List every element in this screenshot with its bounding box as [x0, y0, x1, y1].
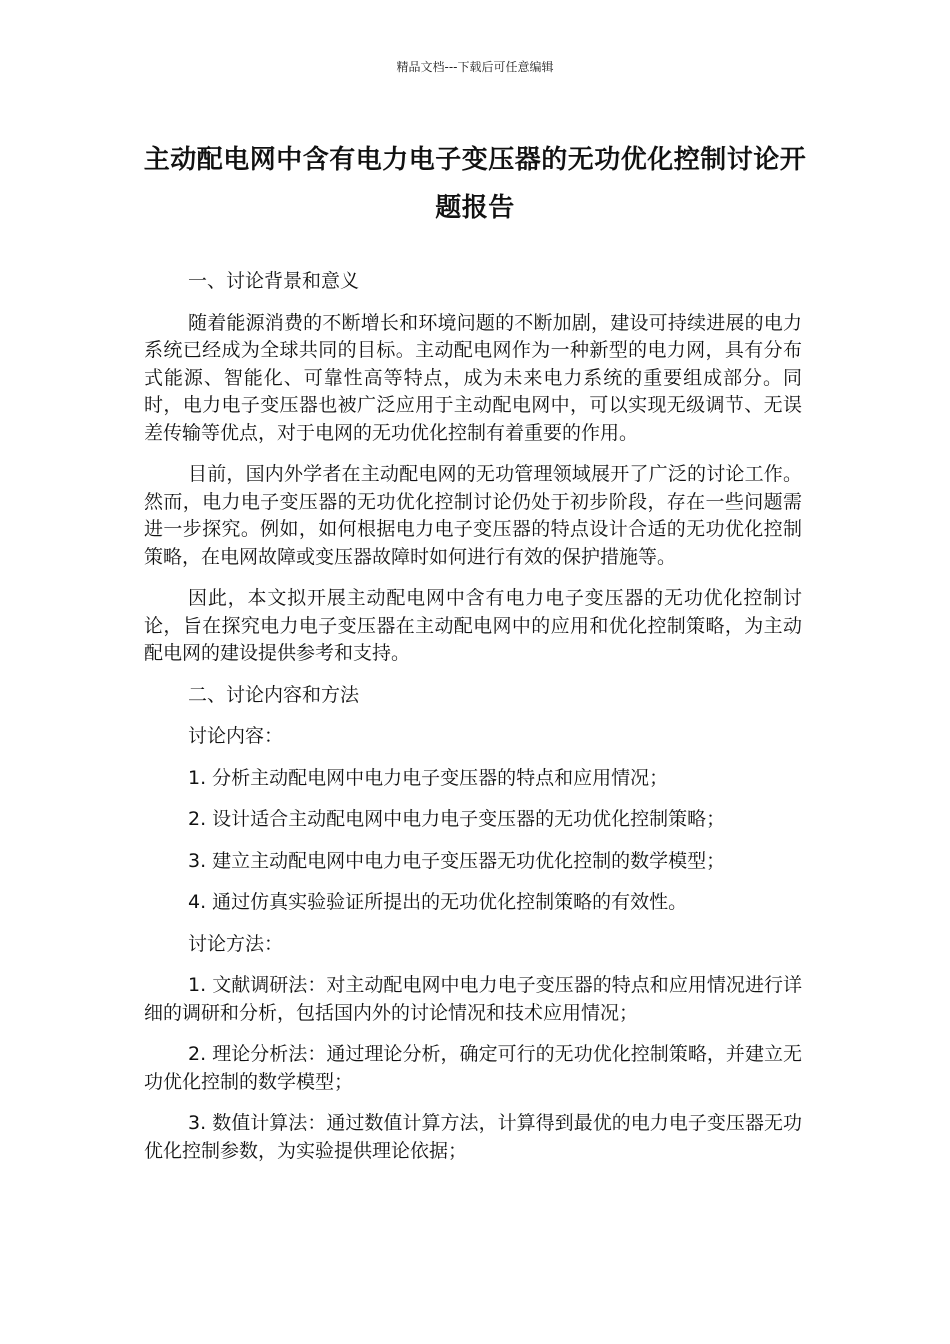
- method-label: 讨论方法：: [188, 932, 284, 955]
- paragraph-background-2: 目前，国内外学者在主动配电网的无功管理领域展开了广泛的讨论工作。然而，电力电子变压器的无功优化控制讨论仍处于初步阶段，存在一些问题需进一步探究。例如，如何根据电力电子变压器的特点设计合适的无功优化控制策略，在电网故障或变压器故障时如何进行有效的保护措施等。: [144, 463, 802, 568]
- paragraph-background-3: 因此，本文拟开展主动配电网中含有电力电子变压器的无功优化控制讨论，旨在探究电力电子变压器在主动配电网中的应用和优化控制策略，为主动配电网的建设提供参考和支持。: [144, 587, 802, 664]
- method-item-3: 3. 数值计算法：通过数值计算方法，计算得到最优的电力电子变压器无功优化控制参数，为实验提供理论依据；: [144, 1112, 802, 1162]
- paragraph-background-1: 随着能源消费的不断增长和环境问题的不断加剧，建设可持续进展的电力系统已经成为全球共同的目标。主动配电网作为一种新型的电力网，具有分布式能源、智能化、可靠性高等特点，成为未来电力系统的重要组成部分。同时，电力电子变压器也被广泛应用于主动配电网中，可以实现无级调节、无误差传输等优点，对于电网的无功优化控制有着重要的作用。: [144, 311, 802, 444]
- content-item-1: 1. 分析主动配电网中电力电子变压器的特点和应用情况；: [188, 766, 669, 789]
- header-note: 精品文档---下载后可任意编辑: [396, 60, 554, 74]
- method-item-1: 1. 文献调研法：对主动配电网中电力电子变压器的特点和应用情况进行详细的调研和分析，包括国内外的讨论情况和技术应用情况；: [144, 974, 802, 1024]
- section-heading-1: 一、讨论背景和意义: [188, 270, 360, 292]
- content-label: 讨论内容：: [188, 725, 284, 747]
- content-item-3: 3. 建立主动配电网中电力电子变压器无功优化控制的数学模型；: [188, 849, 726, 872]
- content-item-2: 2. 设计适合主动配电网中电力电子变压器的无功优化控制策略；: [188, 808, 726, 830]
- document-title: 主动配电网中含有电力电子变压器的无功优化控制讨论开题报告: [143, 145, 807, 223]
- document-body: [144, 268, 802, 1179]
- content-item-4: 4. 通过仿真实验验证所提出的无功优化控制策略的有效性。: [188, 891, 688, 913]
- section-heading-2: 二、讨论内容和方法: [188, 683, 360, 706]
- method-item-2: 2. 理论分析法：通过理论分析，确定可行的无功优化控制策略，并建立无功优化控制的数学模型；: [144, 1043, 802, 1093]
